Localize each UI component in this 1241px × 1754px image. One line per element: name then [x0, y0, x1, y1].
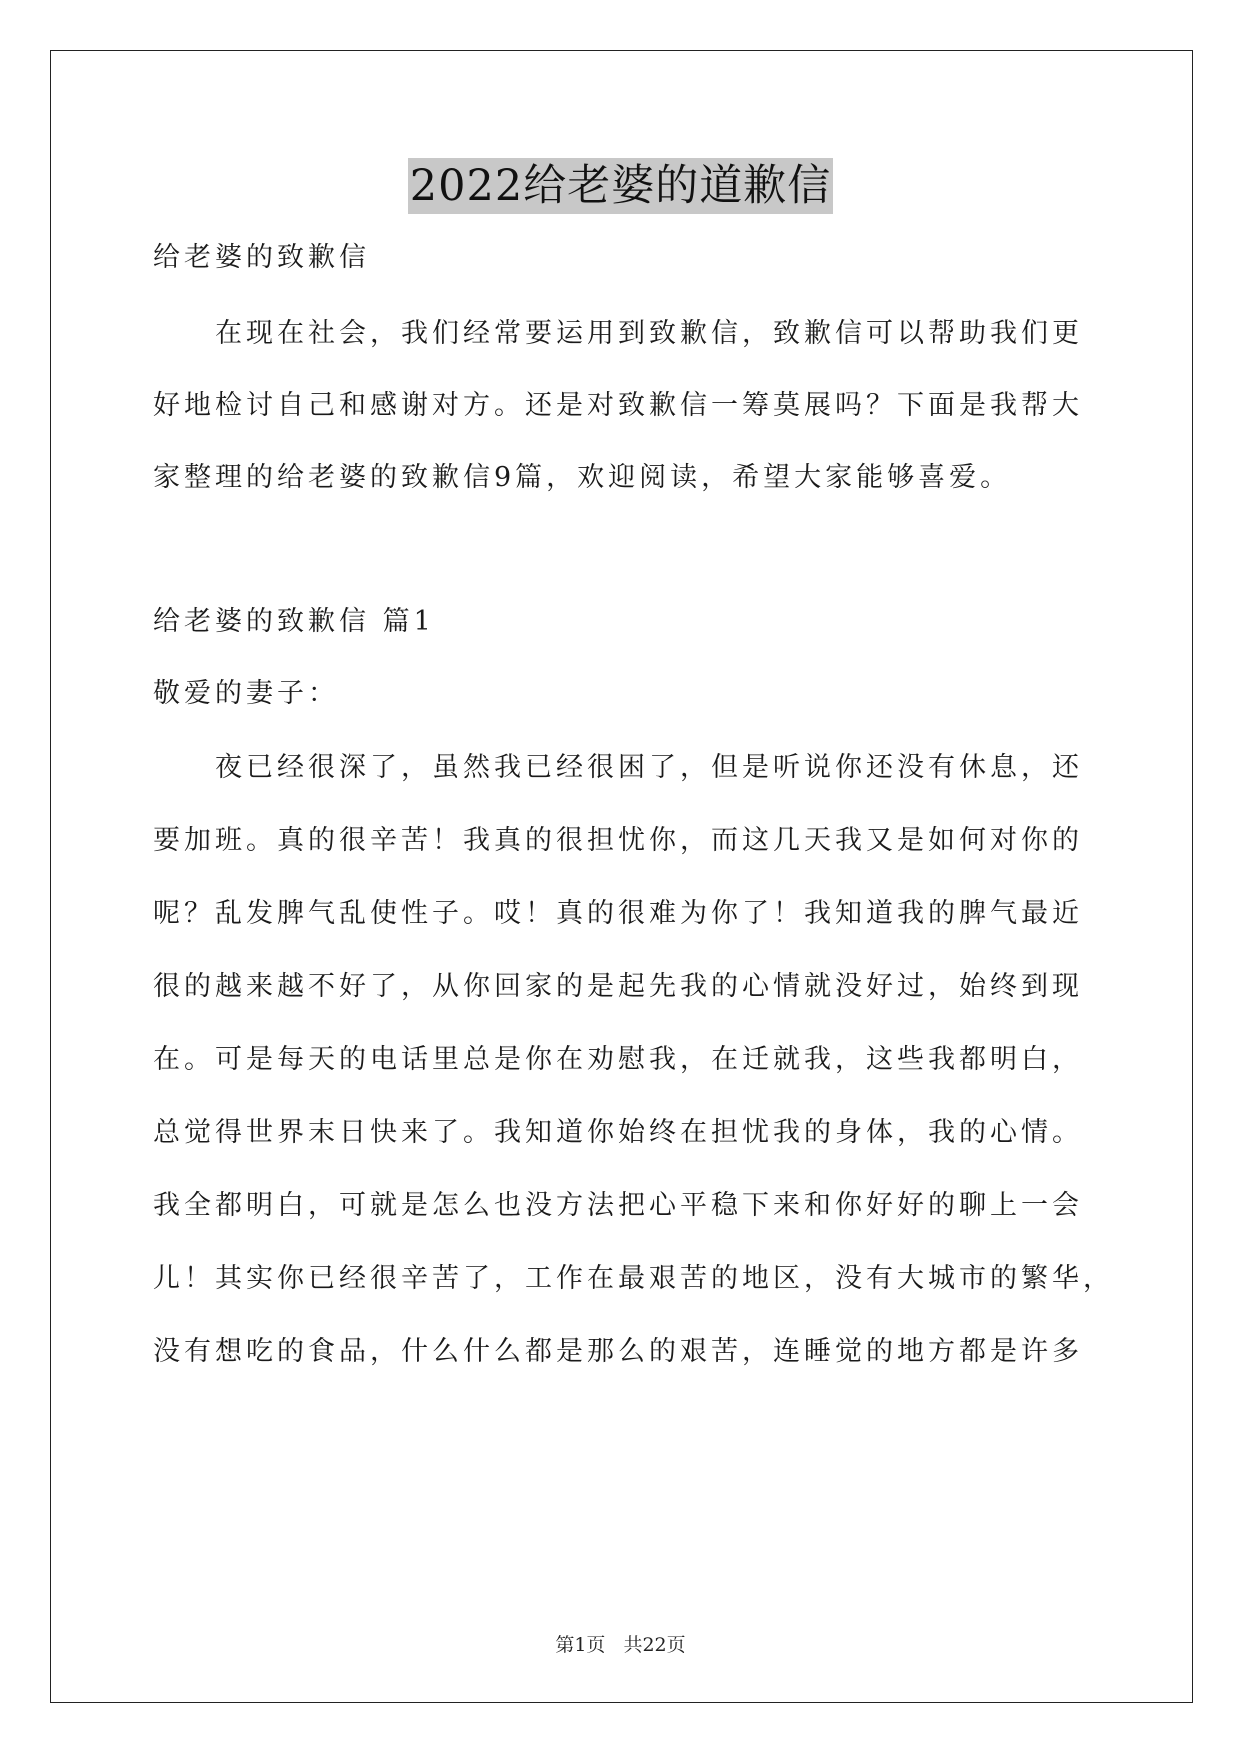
intro-line: 家整理的给老婆的致歉信9篇，欢迎阅读，希望大家能够喜爱。 [153, 462, 1012, 493]
body-line: 我全都明白，可就是怎么也没方法把心平稳下来和你好好的聊上一会 [153, 1190, 1083, 1221]
title-container [0, 158, 1241, 214]
body-line: 儿！其实你已经很辛苦了，工作在最艰苦的地区，没有大城市的繁华， [153, 1263, 1114, 1294]
document-title: 2022给老婆的道歉信 [408, 158, 833, 214]
body-line: 在。可是每天的电话里总是你在劝慰我，在迁就我，这些我都明白， [153, 1044, 1083, 1075]
body-line: 要加班。真的很辛苦！我真的很担忧你，而这几天我又是如何对你的 [153, 825, 1083, 856]
intro-line: 好地检讨自己和感谢对方。还是对致歉信一筹莫展吗？下面是我帮大 [153, 390, 1083, 421]
intro-line: 在现在社会，我们经常要运用到致歉信，致歉信可以帮助我们更 [153, 318, 1083, 349]
body-line: 总觉得世界末日快来了。我知道你始终在担忧我的身体，我的心情。 [153, 1117, 1083, 1148]
page-number: 第1页 [555, 1634, 606, 1656]
body-line: 呢？乱发脾气乱使性子。哎！真的很难为你了！我知道我的脾气最近 [153, 898, 1083, 929]
body-line: 没有想吃的食品，什么什么都是那么的艰苦，连睡觉的地方都是许多 [153, 1336, 1083, 1367]
page-footer [0, 1633, 1241, 1657]
section-heading: 给老婆的致歉信 篇1 [153, 606, 435, 637]
page-total: 共22页 [623, 1634, 686, 1656]
page-border [50, 50, 1193, 1703]
body-line: 很的越来越不好了，从你回家的是起先我的心情就没好过，始终到现 [153, 971, 1083, 1002]
salutation: 敬爱的妻子： [153, 678, 339, 709]
subtitle: 给老婆的致歉信 [153, 242, 370, 273]
body-line: 夜已经很深了，虽然我已经很困了，但是听说你还没有休息，还 [153, 752, 1083, 783]
